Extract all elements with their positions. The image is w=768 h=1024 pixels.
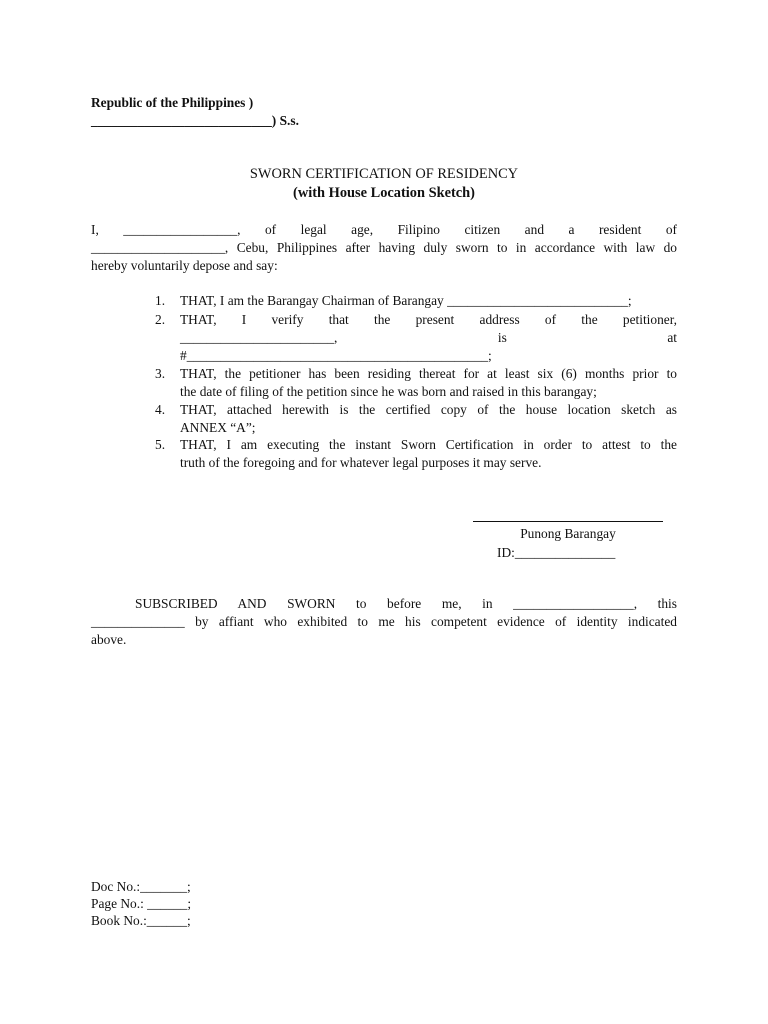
signatory-title: Punong Barangay [520, 526, 616, 541]
list-item-text: THAT, the petitioner has been residing thereat for at least six (6) months prior to [180, 366, 677, 381]
intro-line-2: ____________________, Cebu, Philippines after having duly sworn to in accordance with law do [91, 240, 677, 255]
intro-line-3: hereby voluntarily depose and say: [91, 258, 278, 273]
intro-line-1: I, _________________, of legal age, Filipino citizen and a resident of [91, 222, 677, 237]
page-number: Page No.: ______; [91, 896, 192, 911]
list-item-text: THAT, attached herewith is the certified copy of the house location sketch as [180, 402, 677, 417]
list-item-text: the date of filing of the petition since he was born and raised in this barangay; [180, 384, 597, 399]
jurat-line-2: ______________ by affiant who exhibited to me his competent evidence of identity indicated [91, 614, 677, 629]
signature-line [473, 521, 663, 522]
list-number: 5. [155, 437, 166, 452]
list-item-text: ANNEX “A”; [180, 420, 256, 435]
list-item-text: #_____________________________________________; [180, 348, 492, 363]
list-number: 1. [155, 293, 166, 308]
list-item-text: truth of the foregoing and for whatever legal purposes it may serve. [180, 455, 542, 470]
jurat-paragraph [91, 595, 677, 649]
jurat-line-3: above. [91, 632, 127, 647]
list-item-text: THAT, I am the Barangay Chairman of Barangay ___________________________; [180, 293, 632, 308]
jurat-line-1: SUBSCRIBED AND SWORN to before me, in __________________, this [135, 596, 677, 611]
document-title: SWORN CERTIFICATION OF RESIDENCY [249, 166, 519, 182]
republic-header: Republic of the Philippines ) [91, 95, 254, 110]
signatory-id: ID:_______________ [497, 545, 616, 560]
list-number: 3. [155, 366, 166, 381]
document-subtitle: (with House Location Sketch) [293, 185, 475, 201]
notary-block [91, 878, 191, 929]
list-number: 2. [155, 312, 166, 327]
intro-paragraph [91, 221, 677, 275]
book-number: Book No.:______; [91, 913, 191, 928]
list-item-text: _______________________, is at [180, 330, 677, 345]
list-item-text: THAT, I am executing the instant Sworn Certification in order to attest to the [180, 437, 677, 452]
list-item-text: THAT, I verify that the present address of the petitioner, [180, 312, 677, 327]
doc-number: Doc No.:_______; [91, 879, 191, 894]
list-number: 4. [155, 402, 166, 417]
ss-line: ___________________________) S.s. [91, 113, 299, 128]
